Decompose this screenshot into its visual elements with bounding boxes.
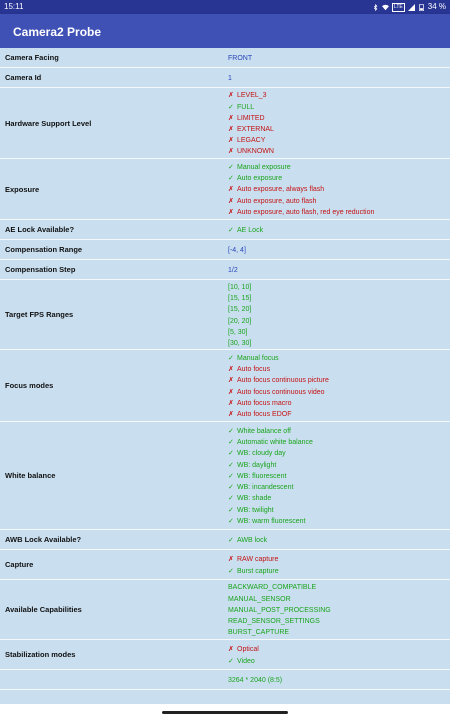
row-label: Available Capabilities — [5, 605, 82, 614]
value-item — [228, 196, 450, 207]
value-item — [228, 304, 450, 315]
value-item — [228, 113, 450, 124]
row-label: Camera Facing — [5, 53, 59, 62]
row-label — [0, 670, 225, 689]
table-row — [0, 68, 450, 88]
value-text: WB: incandescent — [237, 484, 294, 492]
table-row — [0, 48, 450, 68]
cross-icon: ✗ — [228, 556, 234, 564]
value-text: MANUAL_POST_PROCESSING — [228, 606, 331, 614]
value-item — [228, 102, 450, 113]
row-value — [225, 580, 450, 639]
value-item — [228, 124, 450, 135]
table-row — [0, 670, 450, 690]
value-item — [228, 656, 450, 667]
check-icon: ✓ — [228, 517, 234, 525]
row-value — [225, 422, 450, 529]
row-value — [225, 350, 450, 421]
signal-icon — [408, 4, 415, 11]
table-row — [0, 422, 450, 530]
row-value — [225, 240, 450, 259]
value-text: 3264 * 2040 (8:5) — [228, 676, 283, 684]
row-value — [225, 530, 450, 549]
table-row — [0, 159, 450, 220]
row-value — [225, 640, 450, 669]
value-item — [228, 245, 450, 256]
value-text: WB: daylight — [237, 461, 277, 469]
value-item — [228, 265, 450, 276]
value-item — [228, 387, 450, 398]
row-value — [225, 670, 450, 689]
value-text: [30, 30] — [228, 339, 252, 347]
value-text: AWB lock — [237, 536, 268, 544]
table-row — [0, 640, 450, 670]
value-item — [228, 516, 450, 527]
value-item — [228, 90, 450, 101]
row-label: AE Lock Available? — [5, 225, 75, 234]
value-text: [15, 15] — [228, 295, 252, 303]
cross-icon: ✗ — [228, 137, 234, 145]
value-text: [-4, 4] — [228, 246, 246, 254]
value-item — [228, 316, 450, 327]
row-label: Stabilization modes — [5, 650, 76, 659]
value-item — [228, 338, 450, 349]
value-text: WB: shade — [237, 495, 272, 503]
row-label: AWB Lock Available? — [5, 535, 82, 544]
wifi-icon — [382, 4, 389, 11]
row-label: Compensation Step — [5, 265, 76, 274]
table-row — [0, 530, 450, 550]
value-text: Manual exposure — [237, 163, 291, 171]
check-icon: ✓ — [228, 495, 234, 503]
value-item — [228, 582, 450, 593]
table-row — [0, 580, 450, 640]
lte-badge: LTE — [393, 3, 403, 10]
check-icon: ✓ — [228, 103, 234, 111]
value-text: Auto focus macro — [237, 399, 292, 407]
cross-icon: ✗ — [228, 208, 234, 216]
value-item — [228, 327, 450, 338]
value-text: EXTERNAL — [237, 126, 274, 133]
value-item — [228, 409, 450, 420]
check-icon: ✓ — [228, 484, 234, 492]
cross-icon: ✗ — [228, 388, 234, 396]
row-label: Exposure — [5, 184, 40, 194]
battery-percent: 34 % — [427, 2, 446, 11]
value-text: LIMITED — [237, 114, 265, 122]
check-icon: ✓ — [228, 163, 234, 171]
value-item — [228, 162, 450, 173]
value-text: Auto exposure — [237, 175, 283, 183]
row-label: Focus modes — [5, 381, 54, 390]
value-text: BURST_CAPTURE — [228, 629, 290, 637]
value-text: Auto focus continuous video — [237, 388, 325, 396]
cross-icon: ✗ — [228, 148, 234, 156]
row-label: Capture — [5, 560, 34, 569]
value-text: [20, 20] — [228, 317, 252, 325]
value-item — [228, 644, 450, 655]
check-icon: ✓ — [228, 175, 234, 183]
value-item — [228, 73, 450, 84]
value-item — [228, 616, 450, 627]
cross-icon: ✗ — [228, 646, 234, 654]
check-icon: ✓ — [228, 472, 234, 480]
value-item — [228, 554, 450, 565]
value-item — [228, 398, 450, 409]
value-text: BACKWARD_COMPATIBLE — [228, 584, 317, 592]
value-text: WB: cloudy day — [237, 450, 286, 458]
value-item — [228, 535, 450, 546]
cross-icon: ✗ — [228, 410, 234, 418]
row-label: Camera Id — [5, 73, 42, 82]
table-row — [0, 88, 450, 159]
value-text: 1 — [228, 74, 232, 82]
value-text: Auto focus — [237, 366, 271, 374]
battery-icon — [418, 4, 425, 11]
row-value — [225, 68, 450, 87]
camera-info-table[interactable] — [0, 48, 450, 704]
table-row — [0, 350, 450, 422]
value-text: Video — [237, 657, 255, 665]
cross-icon: ✗ — [228, 114, 234, 122]
value-item — [228, 594, 450, 605]
value-text: Manual focus — [237, 354, 279, 362]
value-text: LEGACY — [237, 137, 266, 145]
value-item — [228, 282, 450, 293]
check-icon: ✓ — [228, 439, 234, 447]
value-text: Automatic white balance — [237, 439, 313, 447]
value-text: [15, 20] — [228, 306, 252, 314]
value-item — [228, 426, 450, 437]
value-text: Auto exposure, auto flash — [237, 197, 317, 205]
status-icons — [372, 0, 446, 14]
value-text: Burst capture — [237, 567, 279, 575]
value-text: Auto exposure, auto flash, red eye reduction — [237, 208, 375, 216]
value-item — [228, 566, 450, 577]
app-title: Camera2 Probe — [13, 25, 102, 39]
check-icon: ✓ — [228, 428, 234, 436]
cross-icon: ✗ — [228, 377, 234, 385]
value-item — [228, 146, 450, 157]
value-text: WB: fluorescent — [237, 472, 287, 480]
value-item — [228, 135, 450, 146]
value-text: MANUAL_SENSOR — [228, 595, 291, 603]
value-item — [228, 482, 450, 493]
row-value — [225, 280, 450, 349]
check-icon: ✓ — [228, 354, 234, 362]
value-text: LEVEL_3 — [237, 92, 267, 100]
home-gesture-handle[interactable] — [162, 711, 288, 714]
value-text: [10, 10] — [228, 283, 252, 291]
value-text: [5, 30] — [228, 328, 248, 336]
row-value — [225, 260, 450, 279]
value-item — [228, 605, 450, 616]
value-text: White balance off — [237, 428, 291, 436]
value-text: AE Lock — [237, 226, 264, 234]
check-icon: ✓ — [228, 567, 234, 575]
value-text: FRONT — [228, 54, 253, 62]
value-text: WB: twilight — [237, 506, 274, 514]
bluetooth-icon — [372, 4, 379, 11]
value-item — [228, 627, 450, 638]
value-item — [228, 505, 450, 516]
value-item — [228, 293, 450, 304]
status-time: 15:11 — [4, 2, 24, 11]
cross-icon: ✗ — [228, 399, 234, 407]
value-text: Auto exposure, always flash — [237, 186, 325, 194]
value-item — [228, 207, 450, 218]
value-text: READ_SENSOR_SETTINGS — [228, 618, 320, 626]
value-item — [228, 448, 450, 459]
value-text: UNKNOWN — [237, 148, 274, 156]
value-text: Optical — [237, 646, 259, 654]
row-label: Compensation Range — [5, 245, 83, 254]
value-item — [228, 173, 450, 184]
cross-icon: ✗ — [228, 92, 234, 100]
navigation-bar — [0, 704, 450, 720]
value-item — [228, 353, 450, 364]
row-value — [225, 220, 450, 239]
check-icon: ✓ — [228, 536, 234, 544]
status-bar — [0, 0, 450, 14]
value-text: FULL — [237, 103, 255, 111]
value-item — [228, 675, 450, 686]
cross-icon: ✗ — [228, 366, 234, 374]
row-label: Hardware Support Level — [5, 118, 92, 128]
row-value — [225, 159, 450, 219]
cross-icon: ✗ — [228, 197, 234, 205]
check-icon: ✓ — [228, 506, 234, 514]
value-text: RAW capture — [237, 556, 279, 564]
check-icon: ✓ — [228, 657, 234, 665]
value-item — [228, 471, 450, 482]
check-icon: ✓ — [228, 226, 234, 234]
value-text: Auto focus continuous picture — [237, 377, 329, 385]
value-item — [228, 53, 450, 64]
check-icon: ✓ — [228, 450, 234, 458]
app-bar — [0, 14, 450, 48]
value-item — [228, 493, 450, 504]
table-row — [0, 550, 450, 580]
row-value — [225, 48, 450, 67]
cross-icon: ✗ — [228, 186, 234, 194]
row-value — [225, 88, 450, 158]
cross-icon: ✗ — [228, 126, 234, 133]
value-item — [228, 364, 450, 375]
row-label: White balance — [5, 471, 56, 480]
value-item — [228, 184, 450, 195]
check-icon: ✓ — [228, 461, 234, 469]
value-text: 1/2 — [228, 266, 238, 274]
row-value — [225, 550, 450, 579]
table-row — [0, 260, 450, 280]
table-row — [0, 280, 450, 350]
value-item — [228, 460, 450, 471]
value-text: Auto focus EDOF — [237, 410, 292, 418]
table-row — [0, 240, 450, 260]
value-text: WB: warm fluorescent — [237, 517, 306, 525]
row-label: Target FPS Ranges — [5, 310, 74, 319]
table-row — [0, 220, 450, 240]
value-item — [228, 437, 450, 448]
value-item — [228, 375, 450, 386]
value-item — [228, 225, 450, 236]
